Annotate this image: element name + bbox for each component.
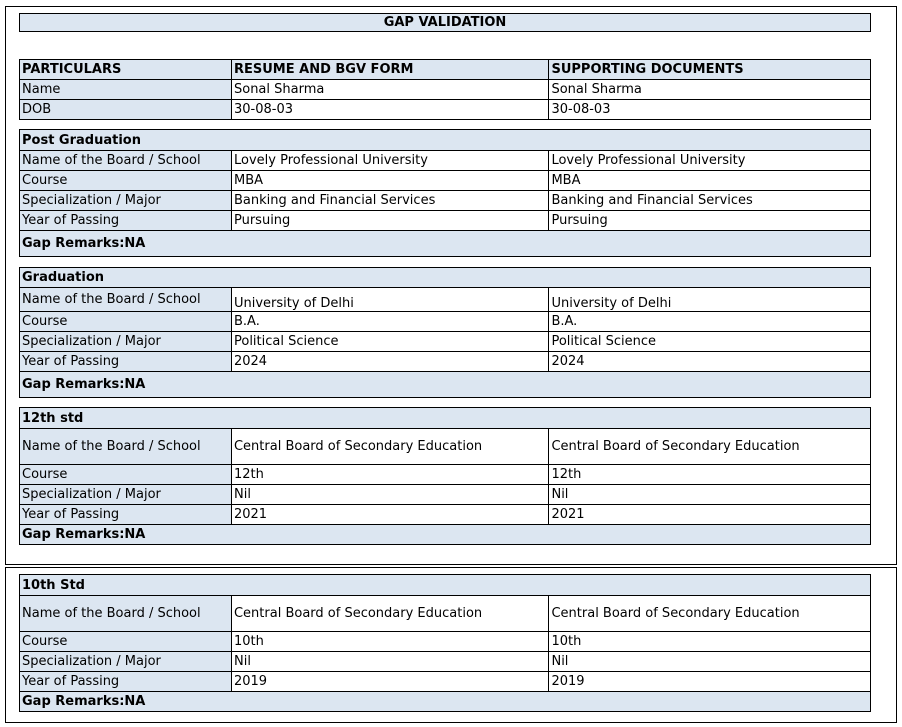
resume-value: 2019 bbox=[231, 672, 548, 692]
row-label: Course bbox=[20, 465, 232, 485]
row-label: Specialization / Major bbox=[20, 485, 232, 505]
resume-value: Nil bbox=[231, 652, 548, 672]
section-post-graduation bbox=[19, 129, 871, 257]
row-label: Name bbox=[20, 80, 232, 100]
document-value: Nil bbox=[549, 485, 871, 505]
column-header-documents: SUPPORTING DOCUMENTS bbox=[549, 60, 871, 80]
document-value: 2024 bbox=[549, 352, 871, 372]
resume-value: 12th bbox=[231, 465, 548, 485]
table-row bbox=[20, 632, 871, 652]
document-value: 30-08-03 bbox=[549, 100, 871, 120]
row-label: Year of Passing bbox=[20, 211, 232, 231]
resume-value: MBA bbox=[231, 171, 548, 191]
document-value: Central Board of Secondary Education bbox=[549, 429, 871, 465]
column-header-resume: RESUME AND BGV FORM bbox=[231, 60, 548, 80]
table-row bbox=[20, 352, 871, 372]
document-value: 2021 bbox=[549, 505, 871, 525]
table-row bbox=[20, 312, 871, 332]
row-label: Year of Passing bbox=[20, 505, 232, 525]
resume-value: B.A. bbox=[231, 312, 548, 332]
section-12th-std bbox=[19, 407, 871, 545]
document-value: Lovely Professional University bbox=[549, 151, 871, 171]
resume-value: Central Board of Secondary Education bbox=[231, 429, 548, 465]
row-label: Name of the Board / School bbox=[20, 596, 232, 632]
resume-value: Banking and Financial Services bbox=[231, 191, 548, 211]
document-value: MBA bbox=[549, 171, 871, 191]
section-graduation bbox=[19, 267, 871, 398]
table-row bbox=[20, 151, 871, 171]
row-label: Year of Passing bbox=[20, 352, 232, 372]
section-heading: Post Graduation bbox=[20, 130, 871, 151]
row-label: Specialization / Major bbox=[20, 191, 232, 211]
document-value: Political Science bbox=[549, 332, 871, 352]
table-row bbox=[20, 332, 871, 352]
resume-value: 2024 bbox=[231, 352, 548, 372]
row-label: Year of Passing bbox=[20, 672, 232, 692]
column-header-particulars: PARTICULARS bbox=[20, 60, 232, 80]
resume-value: Lovely Professional University bbox=[231, 151, 548, 171]
resume-value: 2021 bbox=[231, 505, 548, 525]
header-row bbox=[20, 60, 871, 80]
document-value: B.A. bbox=[549, 312, 871, 332]
document-value: University of Delhi bbox=[549, 288, 871, 312]
row-label: Course bbox=[20, 171, 232, 191]
resume-value: Political Science bbox=[231, 332, 548, 352]
table-row bbox=[20, 80, 871, 100]
row-label: Course bbox=[20, 312, 232, 332]
document-value: 10th bbox=[549, 632, 871, 652]
row-label: Course bbox=[20, 632, 232, 652]
document-value: 12th bbox=[549, 465, 871, 485]
gap-remarks: Gap Remarks:NA bbox=[20, 692, 871, 712]
resume-value: 10th bbox=[231, 632, 548, 652]
resume-value: Central Board of Secondary Education bbox=[231, 596, 548, 632]
section-heading: 10th Std bbox=[20, 575, 871, 596]
table-row bbox=[20, 672, 871, 692]
gap-remarks: Gap Remarks:NA bbox=[20, 525, 871, 545]
row-label: Name of the Board / School bbox=[20, 151, 232, 171]
table-row bbox=[20, 652, 871, 672]
resume-value: Nil bbox=[231, 485, 548, 505]
table-row bbox=[20, 505, 871, 525]
document-value: 2019 bbox=[549, 672, 871, 692]
page-title: GAP VALIDATION bbox=[19, 13, 871, 32]
table-row bbox=[20, 171, 871, 191]
table-row bbox=[20, 288, 871, 312]
document-value: Pursuing bbox=[549, 211, 871, 231]
gap-remarks: Gap Remarks:NA bbox=[20, 372, 871, 398]
table-row bbox=[20, 100, 871, 120]
document-value: Sonal Sharma bbox=[549, 80, 871, 100]
table-row bbox=[20, 465, 871, 485]
document-value: Nil bbox=[549, 652, 871, 672]
table-row bbox=[20, 191, 871, 211]
resume-value: University of Delhi bbox=[231, 288, 548, 312]
resume-value: Sonal Sharma bbox=[231, 80, 548, 100]
section-10th-std bbox=[19, 574, 871, 712]
row-label: Name of the Board / School bbox=[20, 288, 232, 312]
row-label: Name of the Board / School bbox=[20, 429, 232, 465]
table-row bbox=[20, 596, 871, 632]
row-label: Specialization / Major bbox=[20, 332, 232, 352]
document-value: Central Board of Secondary Education bbox=[549, 596, 871, 632]
row-label: DOB bbox=[20, 100, 232, 120]
table-row bbox=[20, 429, 871, 465]
resume-value: Pursuing bbox=[231, 211, 548, 231]
section-heading: Graduation bbox=[20, 268, 871, 288]
row-label: Specialization / Major bbox=[20, 652, 232, 672]
table-row bbox=[20, 211, 871, 231]
document-value: Banking and Financial Services bbox=[549, 191, 871, 211]
table-row bbox=[20, 485, 871, 505]
section-heading: 12th std bbox=[20, 408, 871, 429]
gap-remarks: Gap Remarks:NA bbox=[20, 231, 871, 257]
personal-details-block bbox=[19, 59, 871, 120]
resume-value: 30-08-03 bbox=[231, 100, 548, 120]
